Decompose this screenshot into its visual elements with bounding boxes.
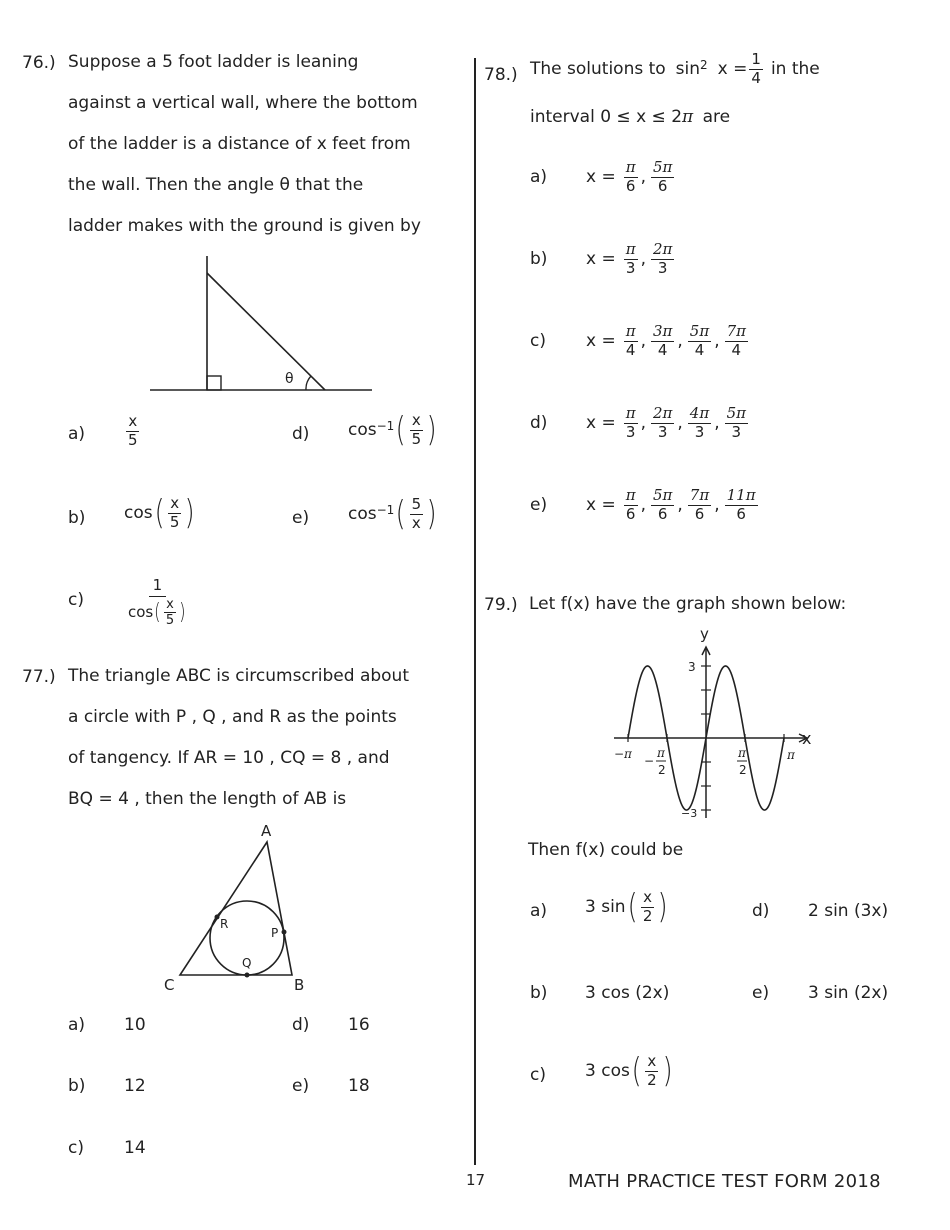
fraction-denominator: 4 — [751, 68, 761, 87]
fraction — [651, 324, 674, 359]
function-name: 3 cos — [585, 1061, 630, 1082]
answer-option-e[interactable] — [752, 983, 889, 1003]
triangle-incircle-diagram — [155, 820, 325, 998]
equation-lhs: x = — [586, 331, 616, 352]
ladder-line — [207, 273, 325, 390]
fraction-denominator: 3 — [625, 422, 636, 441]
x-axis-label: x — [802, 729, 812, 748]
question-text-line — [530, 52, 820, 87]
fraction-numerator: 5π — [726, 404, 747, 422]
y-tick-label-top: 3 — [688, 660, 696, 674]
x-tick-label-half-den: 2 — [739, 763, 747, 777]
page-number: 17 — [466, 1171, 486, 1189]
option-label: e) — [292, 508, 310, 528]
option-label: b) — [530, 249, 548, 270]
fraction-denominator: 4 — [731, 340, 742, 359]
answer-value-c: 1 cos ( $\frac{x}{5}$ ) — [128, 576, 186, 629]
option-label: d) — [292, 424, 310, 444]
option-label: c) — [530, 1065, 546, 1085]
tangent-point-q — [245, 973, 250, 978]
fraction-denominator: 3 — [694, 422, 705, 441]
answer-value-b: cos ( $\frac{x}{5}$ ) — [124, 493, 196, 534]
tangent-point-r — [215, 915, 220, 920]
question-text-line: of tangency. If AR = 10 , CQ = 8 , and — [68, 748, 390, 768]
equation-lhs: x = — [586, 167, 616, 188]
function-name: sin — [675, 59, 701, 80]
option-value: 18 — [348, 1076, 370, 1096]
fraction — [624, 488, 638, 523]
fraction-denominator: 3 — [657, 258, 668, 277]
separator: , — [640, 331, 646, 352]
fraction — [688, 488, 711, 523]
function-name: cos — [348, 420, 377, 441]
separator: , — [677, 495, 683, 516]
question-text-line: a circle with P , Q , and R as the points — [68, 707, 397, 727]
answer-option-b[interactable] — [530, 242, 676, 277]
question-text-line: of the ladder is a distance of x feet from — [68, 134, 411, 154]
fraction — [651, 160, 674, 195]
x-tick-label-half-num: π — [738, 746, 746, 760]
option-label: d) — [530, 413, 548, 434]
fraction-denominator: 6 — [657, 176, 668, 195]
fraction — [624, 242, 638, 277]
answer-value-a: 3 sin ( $\frac{x}{2}$ ) — [585, 887, 668, 928]
separator: , — [714, 331, 720, 352]
answer-option-d[interactable] — [292, 1015, 370, 1035]
function-name: cos — [128, 603, 154, 622]
answer-option-b[interactable] — [530, 983, 670, 1003]
column-divider — [474, 58, 476, 1165]
fraction — [651, 406, 674, 441]
footer-title: MATH PRACTICE TEST FORM 2018 — [568, 1171, 881, 1192]
ladder-diagram — [145, 250, 380, 400]
question-text-line: Then f(x) could be — [528, 840, 684, 860]
y-tick-label-bottom: −3 — [681, 807, 698, 820]
option-label: c) — [68, 1138, 84, 1158]
superscript: 2 — [700, 58, 708, 72]
question-number: 78.) — [484, 65, 518, 85]
fraction-numerator: x — [643, 888, 653, 906]
option-value: 16 — [348, 1015, 370, 1035]
option-label: a) — [68, 1015, 86, 1035]
fraction-denominator: 2 — [647, 1070, 657, 1089]
fraction-denominator: 2 — [642, 906, 653, 925]
fraction — [725, 324, 748, 359]
function-name: cos — [124, 503, 153, 524]
option-value: 12 — [124, 1076, 146, 1096]
question-text-line: the wall. Then the angle θ that the — [68, 175, 364, 195]
fraction-numerator: 5π — [689, 322, 710, 340]
question-text-line — [530, 107, 730, 127]
option-label: d) — [752, 901, 770, 921]
option-label: e) — [530, 495, 548, 516]
option-label: c) — [68, 590, 84, 610]
equation-lhs: x = — [586, 413, 616, 434]
answer-option-c[interactable] — [68, 1138, 146, 1158]
fraction-denominator: x — [411, 513, 421, 532]
fraction — [725, 406, 748, 441]
fraction-denominator: 6 — [657, 504, 668, 523]
fraction-denominator: 5 — [411, 429, 422, 448]
fraction-numerator: 4π — [689, 404, 710, 422]
option-label: b) — [68, 508, 86, 528]
fraction — [624, 406, 638, 441]
equation-lhs: x = — [586, 249, 616, 270]
option-label: e) — [752, 983, 770, 1003]
fraction-denominator: 3 — [657, 422, 668, 441]
option-value: 3 cos (2x) — [585, 983, 670, 1003]
answer-option-b[interactable] — [68, 508, 85, 528]
fraction-denominator: 3 — [625, 258, 636, 277]
answer-option-c[interactable] — [68, 590, 84, 610]
vertex-label-c: C — [164, 976, 175, 994]
stem-text: are — [702, 107, 731, 127]
fraction-denominator: 6 — [625, 176, 636, 195]
answer-option-e[interactable] — [292, 508, 309, 528]
fraction-numerator: 7π — [689, 486, 710, 504]
answer-value-d: cos $^{-1}$ ( $\frac{x}{5}$ ) — [348, 410, 437, 451]
fraction-numerator: π — [625, 158, 636, 176]
question-number: 76.) — [22, 53, 56, 73]
fraction-denominator: 5 — [128, 430, 138, 449]
vertex-label-a: A — [261, 822, 272, 840]
fraction-numerator: 1 — [149, 578, 167, 597]
x-tick-label-neg-half-den: 2 — [658, 763, 666, 777]
superscript: −1 — [376, 419, 395, 433]
fraction-numerator: 2π — [652, 240, 673, 258]
answer-option-b[interactable] — [68, 1076, 146, 1096]
answer-option-e[interactable] — [292, 1076, 370, 1096]
question-text-line: The triangle ABC is circumscribed about — [68, 666, 409, 686]
separator: , — [640, 413, 646, 434]
answer-value-e: cos $^{-1}$ ( $\frac{5}{x}$ ) — [348, 494, 437, 535]
x-tick-label-pi: π — [787, 748, 795, 762]
fraction-numerator: 5 — [411, 495, 422, 513]
fraction-numerator: x — [128, 412, 138, 430]
fraction-numerator: π — [625, 486, 636, 504]
fraction-denominator: 5 — [169, 512, 180, 531]
option-label: c) — [530, 331, 546, 352]
fraction — [624, 324, 638, 359]
answer-option-d[interactable] — [292, 424, 309, 444]
question-number: 79.) — [484, 595, 518, 615]
fraction — [688, 406, 711, 441]
angle-arc — [306, 376, 311, 390]
function-graph — [600, 622, 820, 822]
fraction-numerator: π — [625, 240, 636, 258]
question-text-line: Let f(x) have the graph shown below: — [529, 594, 847, 614]
fraction-numerator: x — [170, 494, 180, 512]
fraction-numerator: 3π — [652, 322, 673, 340]
answer-value-a — [124, 414, 142, 449]
fraction-numerator: 5π — [652, 158, 673, 176]
fraction-denominator: 6 — [694, 504, 705, 523]
fraction-numerator: x — [166, 596, 174, 612]
separator: , — [640, 495, 646, 516]
vertex-label-b: B — [294, 976, 305, 994]
fraction-denominator: 6 — [736, 504, 746, 523]
fraction-numerator: 1 — [751, 50, 761, 68]
option-label: a) — [530, 901, 548, 921]
equation-lhs: x = — [586, 495, 616, 516]
fraction-denominator: 3 — [731, 422, 742, 441]
tangent-point-p — [282, 930, 287, 935]
fraction-denominator: 4 — [694, 340, 705, 359]
stem-text: The solutions to — [530, 59, 666, 80]
separator: , — [677, 331, 683, 352]
option-label: a) — [68, 424, 86, 444]
fraction — [624, 160, 638, 195]
question-text-line: Suppose a 5 foot ladder is leaning — [68, 52, 359, 72]
answer-option-d[interactable] — [530, 406, 750, 441]
fraction-numerator: 2π — [652, 404, 673, 422]
fraction — [651, 242, 674, 277]
x-tick-label-neg-pi: −π — [614, 747, 632, 761]
pi-symbol: π — [682, 107, 694, 127]
separator: , — [640, 249, 646, 270]
option-label: d) — [292, 1015, 310, 1035]
fraction-denominator: 6 — [625, 504, 636, 523]
answer-option-a[interactable] — [530, 901, 547, 921]
stem-text: x = — [717, 59, 748, 80]
fraction-numerator: x — [647, 1052, 657, 1070]
answer-option-a[interactable] — [68, 424, 85, 444]
fraction-numerator: 7π — [726, 322, 747, 340]
fraction-denominator: 5 — [165, 613, 175, 629]
option-value: 2 sin (3x) — [808, 901, 889, 921]
fraction-denominator: 4 — [657, 340, 668, 359]
x-tick-label-neg-half-num: π — [657, 746, 665, 760]
fraction — [651, 488, 674, 523]
fraction-numerator: 11π — [726, 486, 756, 504]
option-label: b) — [530, 983, 548, 1003]
answer-option-a[interactable] — [68, 1015, 146, 1035]
separator: , — [714, 495, 720, 516]
fraction-denominator: 4 — [625, 340, 636, 359]
answer-option-c[interactable] — [530, 1065, 546, 1085]
question-text-line: ladder makes with the ground is given by — [68, 216, 421, 236]
answer-option-d[interactable] — [752, 901, 889, 921]
stem-text: interval 0 ≤ x ≤ 2 — [530, 107, 683, 127]
fraction-numerator: π — [625, 322, 636, 340]
question-text-line: BQ = 4 , then the length of AB is — [68, 789, 347, 809]
option-value: 3 sin (2x) — [808, 983, 889, 1003]
function-name: 3 sin — [585, 897, 626, 918]
function-name: cos — [348, 504, 377, 525]
answer-value-c: 3 cos ( $\frac{x}{2}$ ) — [585, 1051, 673, 1092]
answer-option-a[interactable] — [530, 160, 676, 195]
separator: , — [677, 413, 683, 434]
option-value: 10 — [124, 1015, 146, 1035]
right-angle-marker — [207, 376, 221, 390]
minus-sign: − — [644, 754, 655, 768]
separator: , — [640, 167, 646, 188]
fraction — [688, 324, 711, 359]
y-axis-label: y — [700, 625, 709, 643]
fraction — [725, 488, 758, 523]
triangle-abc — [180, 842, 292, 975]
question-number: 77.) — [22, 667, 56, 687]
point-label-p: P — [271, 926, 279, 940]
stem-text: in the — [770, 59, 820, 80]
separator: , — [714, 413, 720, 434]
superscript: −1 — [376, 503, 395, 517]
fraction-numerator: π — [625, 404, 636, 422]
theta-label: θ — [285, 371, 294, 387]
fraction-numerator: x — [411, 411, 421, 429]
answer-option-e[interactable] — [530, 488, 760, 523]
question-text-line: against a vertical wall, where the bottom — [68, 93, 418, 113]
answer-option-c[interactable] — [530, 324, 750, 359]
point-label-r: R — [220, 917, 229, 931]
option-value: 14 — [124, 1138, 146, 1158]
option-label: e) — [292, 1076, 310, 1096]
option-label: a) — [530, 167, 548, 188]
fraction-numerator: 5π — [652, 486, 673, 504]
option-label: b) — [68, 1076, 86, 1096]
point-label-q: Q — [242, 956, 252, 970]
